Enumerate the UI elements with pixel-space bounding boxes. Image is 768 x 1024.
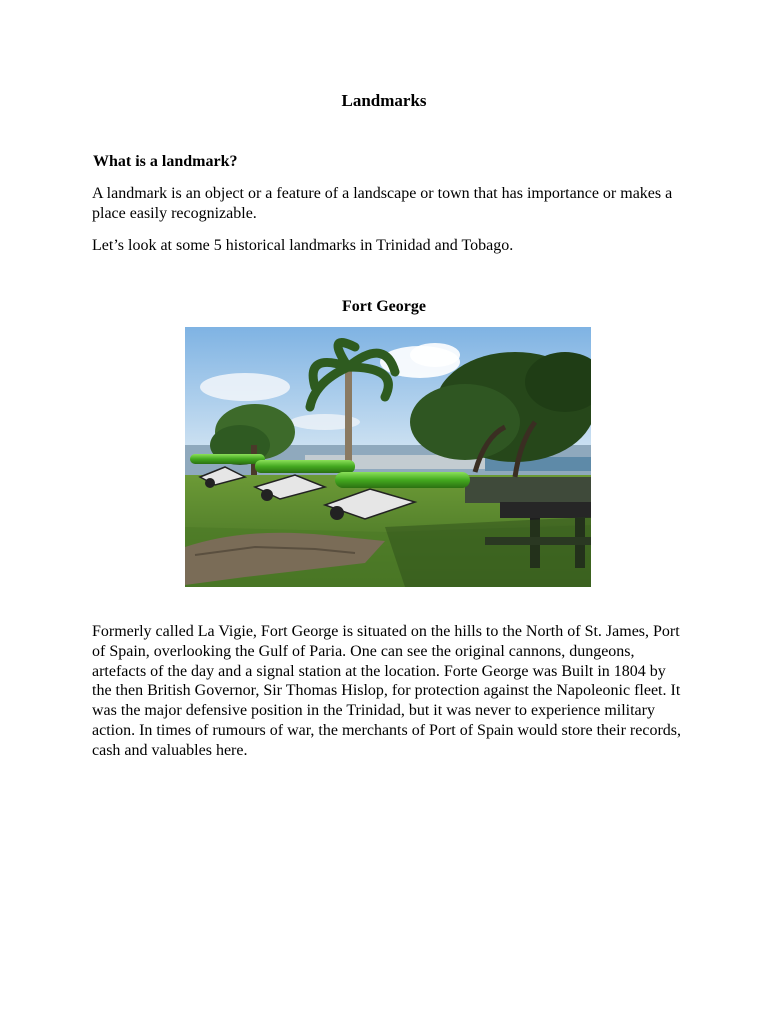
landmark-title: Fort George: [342, 298, 426, 315]
fort-george-description: Formerly called La Vigie, Fort George is situated on the hills to the North of St. James, Port of Spain, overlooking the Gulf of Paria. One can see the original cannons, dungeons, artefacts of the day and a signal station at the location. Forte George was Built in 1804 by the then British Governor, Sir Thomas Hislop, for protection against the Napoleonic fleet. It was the major defensive position in the Trinidad, but it was never to experience military action. In times of rumours of war, the merchants of Port of Spain would store their records, cash and valuables here.: [92, 623, 681, 759]
intro-paragraph: Let’s look at some 5 historical landmarks in Trinidad and Tobago.: [92, 237, 514, 254]
page-title: Landmarks: [341, 91, 427, 110]
fort-george-photo: [185, 327, 591, 587]
section-heading: What is a landmark?: [93, 153, 238, 170]
definition-paragraph: A landmark is an object or a feature of a landscape or town that has importance or makes a place easily recognizable.: [92, 185, 673, 222]
